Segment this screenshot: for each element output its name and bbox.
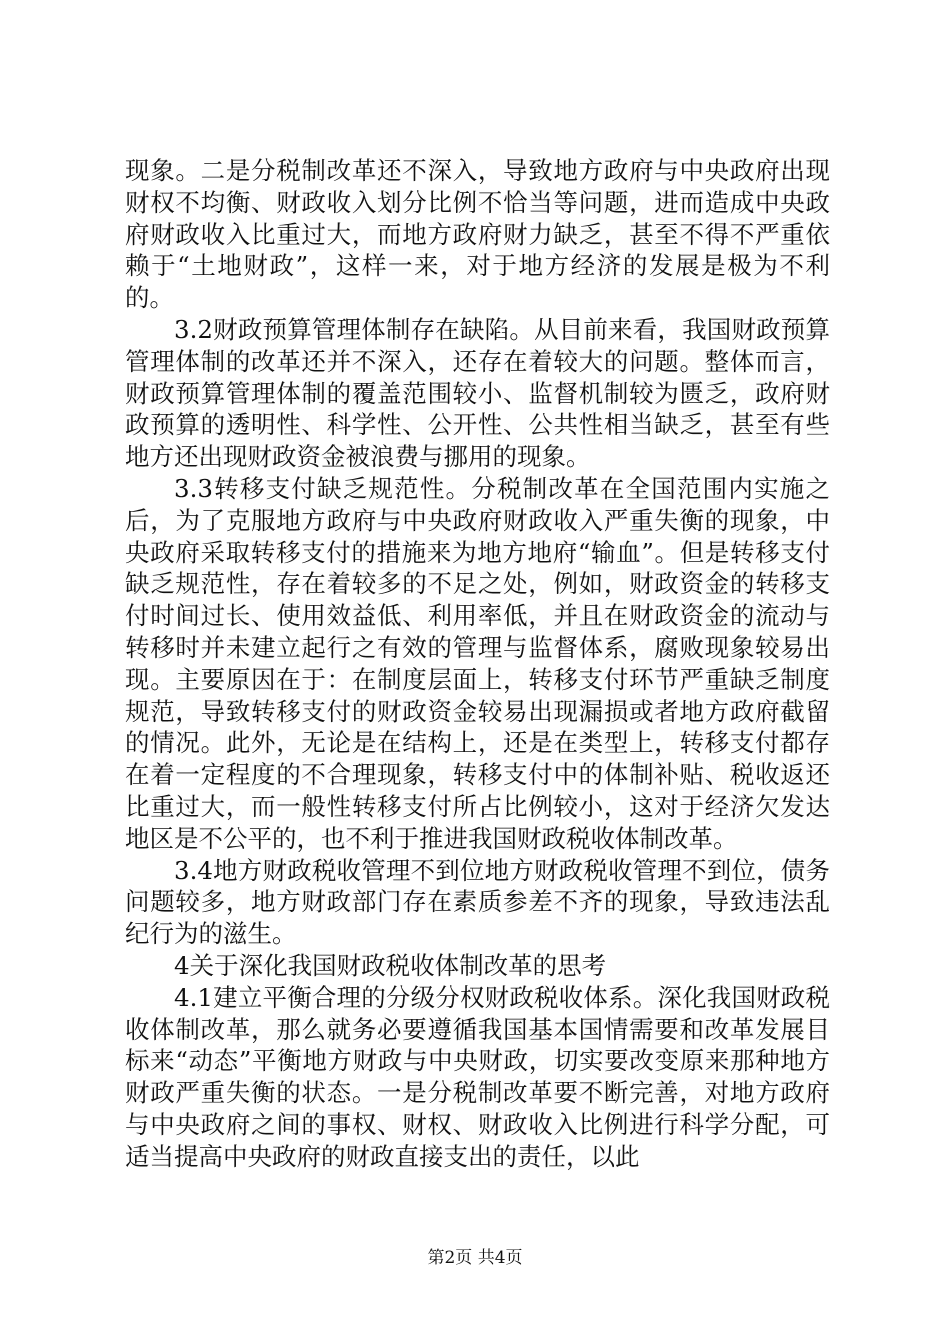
paragraph-3-4: 3.4地方财政税收管理不到位地方财政税收管理不到位，债务问题较多，地方财政部门存在素质参差不齐的现象，导致违法乱纪行为的滋生。 — [125, 855, 830, 949]
paragraph-1: 现象。二是分税制改革还不深入，导致地方政府与中央政府出现财权不均衡、财政收入划分比例不恰当等问题，进而造成中央政府财政收入比重过大，而地方政府财力缺乏，甚至不得不严重依赖于“土地财政”，这样一来，对于地方经济的发展是极为不利的。 — [125, 156, 830, 313]
document-body — [125, 155, 830, 1173]
paragraph-4-1: 4.1建立平衡合理的分级分权财政税收体系。深化我国财政税收体制改革，那么就务必要遵循我国基本国情需要和改革发展目标来“动态”平衡地方财政与中央财政，切实要改变原来那种地方财政严重失衡的状态。一是分税制改革要不断完善，对地方政府与中央政府之间的事权、财权、财政收入比例进行科学分配，可适当提高中央政府的财政直接支出的责任，以此 — [125, 982, 830, 1171]
paragraph-3-2: 3.2财政预算管理体制存在缺陷。从目前来看，我国财政预算管理体制的改革还并不深入，还存在着较大的问题。整体而言，财政预算管理体制的覆盖范围较小、监督机制较为匮乏，政府财政预算的透明性、科学性、公开性、公共性相当缺乏，甚至有些地方还出现财政资金被浪费与挪用的现象。 — [125, 314, 830, 472]
page-footer: 第2页 共4页 — [427, 1248, 523, 1268]
paragraph-3-3: 3.3转移支付缺乏规范性。分税制改革在全国范围内实施之后，为了克服地方政府与中央政府财政收入严重失衡的现象，中央政府采取转移支付的措施来为地方地府“输血”。但是转移支付缺乏规范性，存在着较多的不足之处，例如，财政资金的转移支付时间过长、使用效益低、利用率低，并且在财政资金的流动与转移时并未建立起行之有效的管理与监督体系，腐败现象较易出现。主要原因在于：在制度层面上，转移支付环节严重缺乏制度规范，导致转移支付的财政资金较易出现漏损或者地方政府截留的情况。此外，无论是在结构上，还是在类型上，转移支付都存在着一定程度的不合理现象，转移支付中的体制补贴、税收返还比重过大，而一般性转移支付所占比例较小，这对于经济欠发达地区是不公平的，也不利于推进我国财政税收体制改革。 — [125, 473, 830, 853]
section-heading-4: 4关于深化我国财政税收体制改革的思考 — [174, 950, 607, 980]
